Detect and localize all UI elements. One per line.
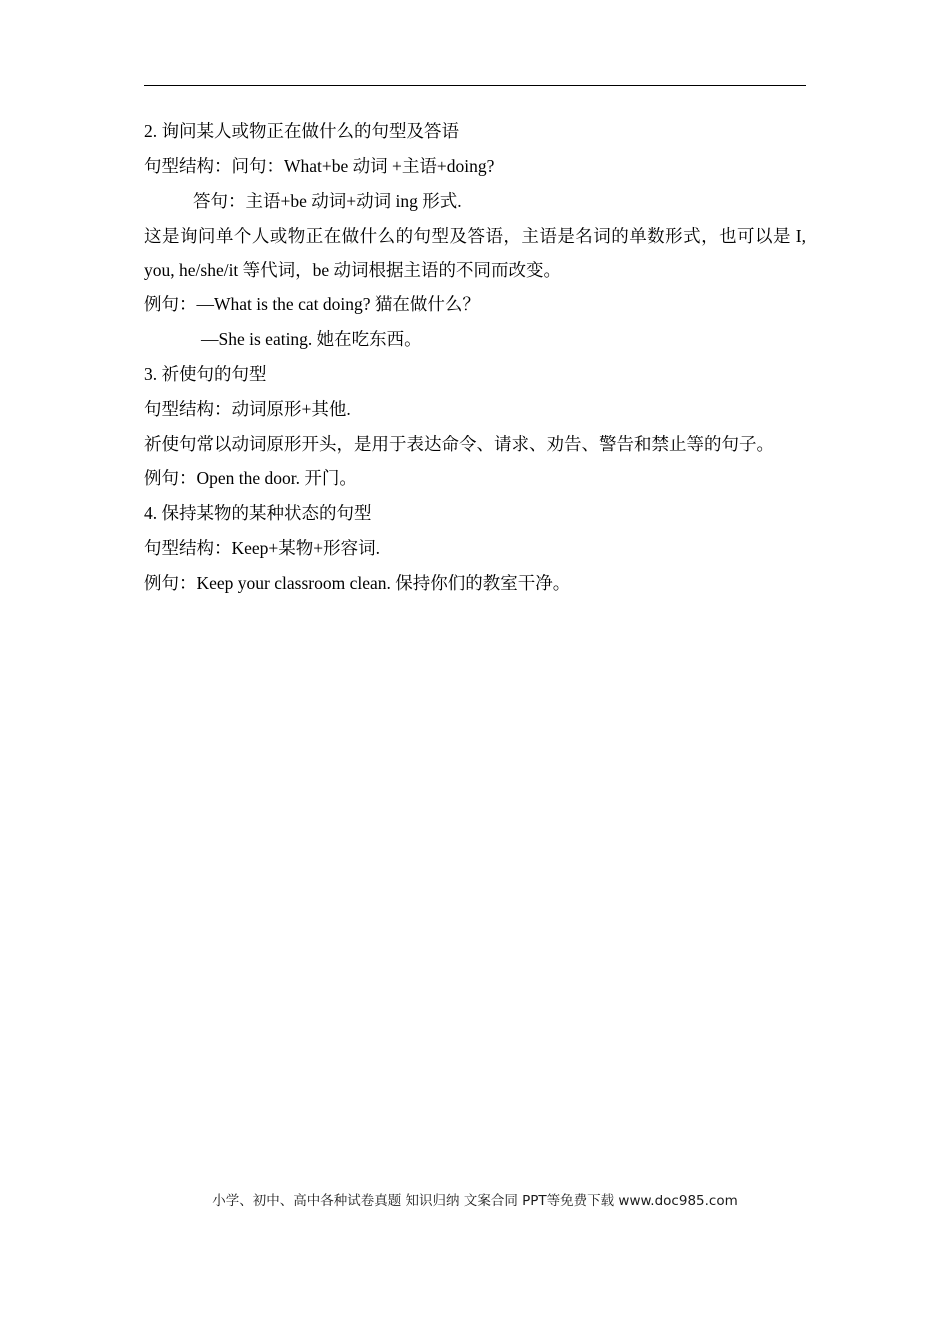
section-3-heading: 3. 祈使句的句型 bbox=[144, 364, 267, 384]
section-3-example: 例句：Open the door. 开门。 bbox=[144, 468, 357, 488]
section-3-explanation: 祈使句常以动词原形开头，是用于表达命令、请求、劝告、警告和禁止等的句子。 bbox=[144, 434, 774, 454]
section-2-answer: 答句：主语+be 动词+动词 ing 形式. bbox=[193, 191, 462, 211]
section-4-structure: 句型结构：Keep+某物+形容词. bbox=[144, 538, 381, 558]
section-4-heading: 4. 保持某物的某种状态的句型 bbox=[144, 503, 372, 523]
section-2-heading: 2. 询问某人或物正在做什么的句型及答语 bbox=[144, 121, 459, 141]
page-footer: 小学、初中、高中各种试卷真题 知识归纳 文案合同 PPT等免费下载 www.doc985.com bbox=[212, 1193, 738, 1209]
section-2-explanation: 这是询问单个人或物正在做什么的句型及答语，主语是名词的单数形式，也可以是 I, you, he/she/it 等代词，be 动词根据主语的不同而改变。 bbox=[144, 226, 806, 280]
section-4-example: 例句：Keep your classroom clean. 保持你们的教室干净。 bbox=[144, 573, 571, 593]
section-2-structure: 句型结构：问句：What+be 动词 +主语+doing? bbox=[144, 156, 495, 176]
document-body bbox=[144, 114, 806, 601]
header-rule bbox=[144, 85, 806, 86]
section-2-example-answer: —She is eating. 她在吃东西。 bbox=[201, 329, 422, 349]
section-3-structure: 句型结构：动词原形+其他. bbox=[144, 399, 351, 419]
section-2-example-question: 例句：—What is the cat doing? 猫在做什么？ bbox=[144, 294, 480, 314]
